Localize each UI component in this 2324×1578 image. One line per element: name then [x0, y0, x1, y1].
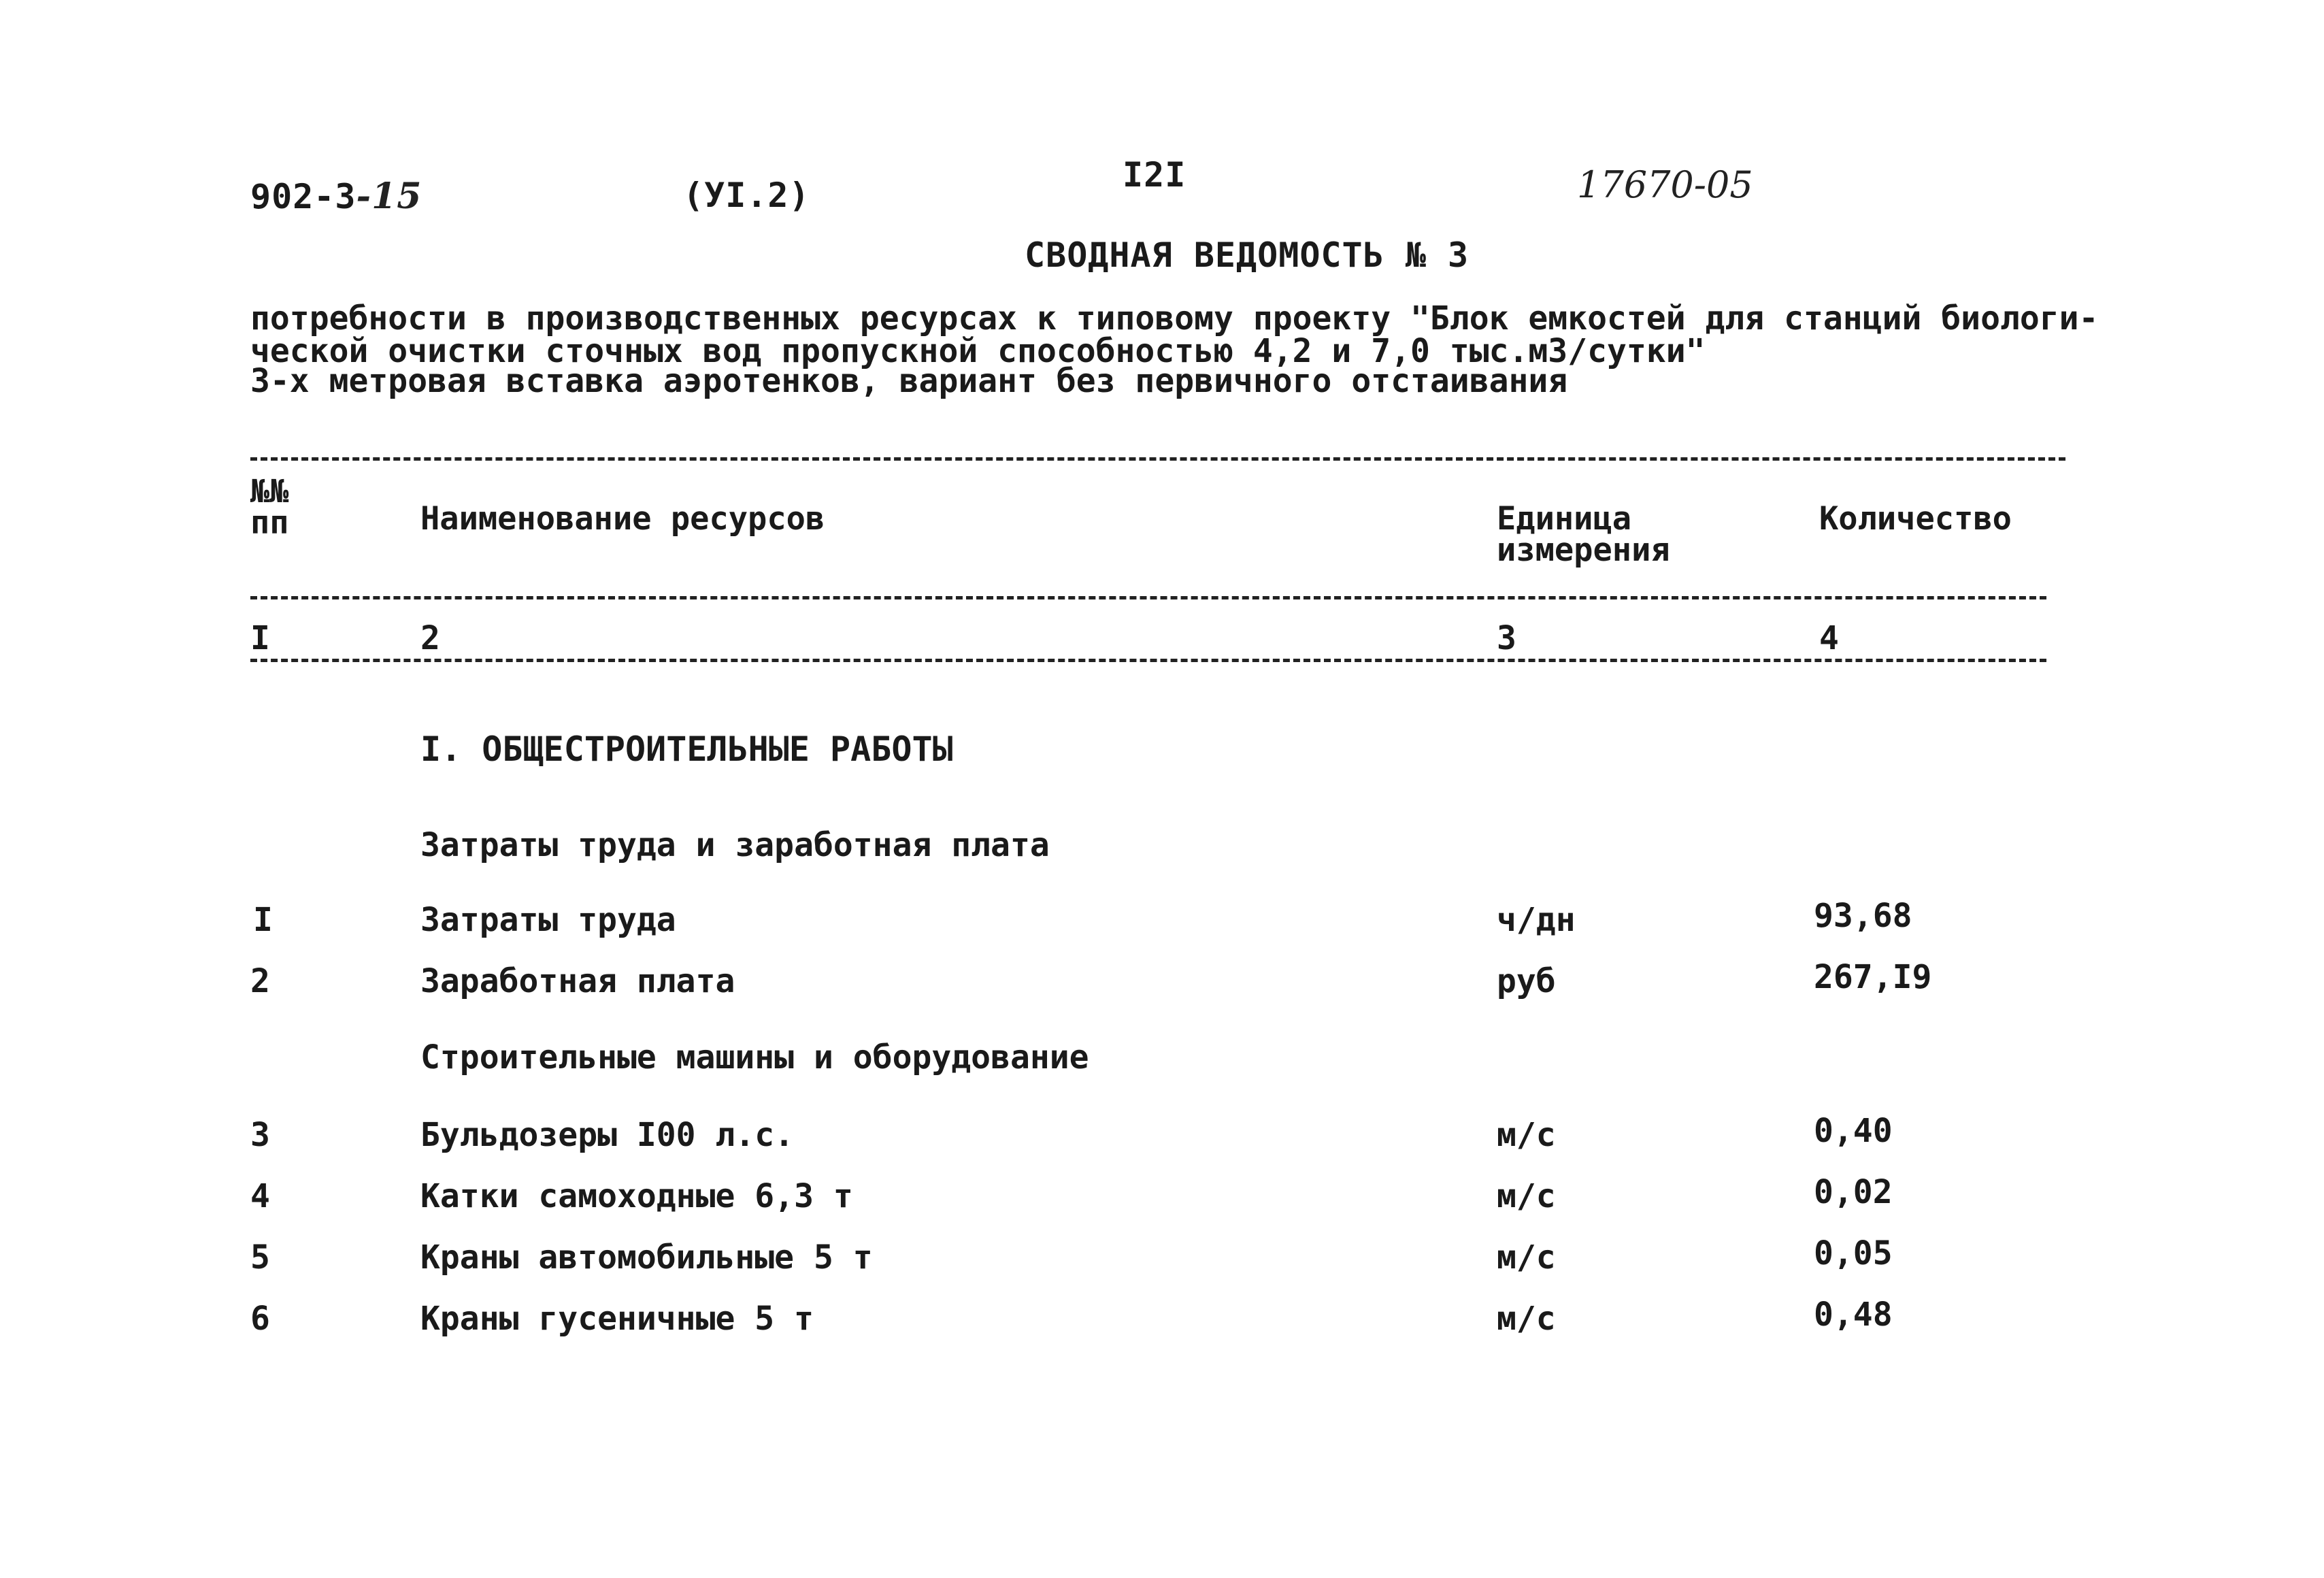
row-name: Катки самоходные 6,3 т [420, 1177, 853, 1215]
row-name: Затраты труда [420, 901, 676, 939]
row-name: Бульдозеры I00 л.с. [420, 1116, 795, 1154]
col-header-unit-line1: Единица [1497, 500, 1632, 538]
row-qty: 93,68 [1814, 897, 1912, 935]
row-name: Краны гусеничные 5 т [420, 1300, 814, 1338]
col-header-unit [1497, 500, 1670, 569]
col-header-name: Наименование ресурсов [420, 500, 825, 538]
group-title-machines: Строительные машины и оборудование [420, 1038, 1089, 1076]
row-num: I [253, 901, 273, 939]
row-unit: м/с [1497, 1300, 1556, 1338]
col-number-4: 4 [1819, 619, 1839, 657]
row-unit: м/с [1497, 1177, 1556, 1215]
document-code-handwritten: -15 [356, 176, 422, 217]
row-name: Заработная плата [420, 962, 735, 1000]
row-num: 5 [250, 1238, 270, 1277]
group-title-labor: Затраты труда и заработная плата [420, 826, 1050, 864]
page-number: I2I [1123, 155, 1186, 195]
row-unit: м/с [1497, 1238, 1556, 1277]
document-title: СВОДНАЯ ВЕДОМОСТЬ № 3 [1025, 235, 1470, 275]
row-qty: 267,I9 [1814, 958, 1932, 996]
intro-line-1: потребности в производственных ресурсах к типовому проекту "Блок емкостей для станций биологи- [250, 299, 2099, 338]
row-qty: 0,48 [1814, 1296, 1893, 1334]
col-number-3: 3 [1497, 619, 1516, 657]
intro-line-3: 3-х метровая вставка аэротенков, вариант без первичного отстаивания [250, 362, 1568, 400]
row-unit: руб [1497, 962, 1556, 1000]
row-qty: 0,02 [1814, 1173, 1893, 1211]
row-unit: ч/дн [1497, 901, 1576, 939]
row-unit: м/с [1497, 1116, 1556, 1154]
row-name: Краны автомобильные 5 т [420, 1238, 873, 1277]
header-divider-rule [250, 596, 2046, 599]
row-num: 6 [250, 1300, 270, 1338]
col-header-num-line2: пп [250, 504, 289, 542]
col-number-2: 2 [420, 619, 440, 657]
table-top-rule [250, 457, 2065, 461]
col-header-num [250, 473, 289, 542]
document-code [250, 176, 422, 217]
row-qty: 0,05 [1814, 1234, 1893, 1272]
section-title: I. ОБЩЕСТРОИТЕЛЬНЫЕ РАБОТЫ [420, 729, 953, 769]
document-code-printed: 902-3 [250, 177, 356, 216]
col-header-num-line1: №№ [250, 473, 289, 510]
row-qty: 0,40 [1814, 1112, 1893, 1150]
row-num: 4 [250, 1177, 270, 1215]
row-num: 2 [250, 962, 270, 1000]
section-code: (УI.2) [683, 176, 810, 215]
col-number-1: I [250, 619, 270, 657]
intro-line-2: ческой очистки сточных вод пропускной способностью 4,2 и 7,0 тыс.м3/сутки" [250, 332, 1706, 370]
handwritten-archive-number: 17670-05 [1577, 163, 1753, 206]
col-header-unit-line2: измерения [1497, 531, 1670, 569]
column-numbers-rule [250, 659, 2046, 662]
row-num: 3 [250, 1116, 270, 1154]
col-header-qty: Количество [1819, 500, 2012, 538]
